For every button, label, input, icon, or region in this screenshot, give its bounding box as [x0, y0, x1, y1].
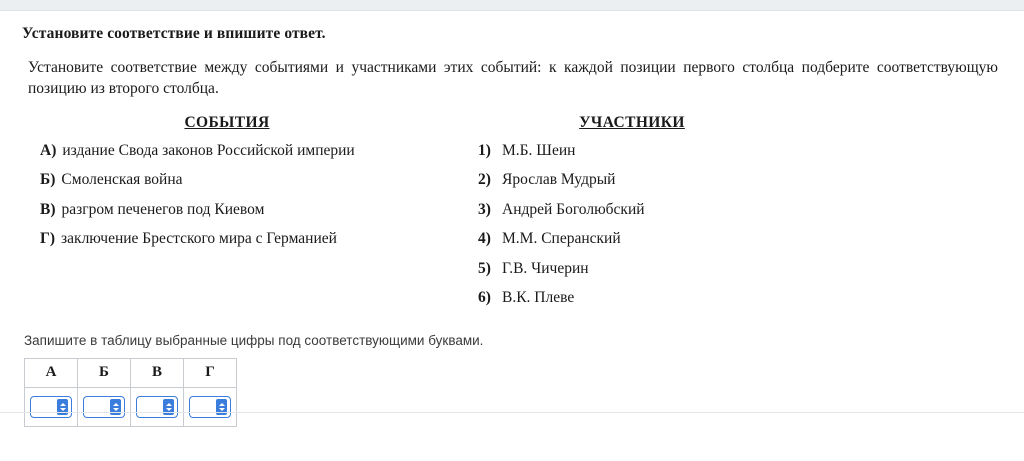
- answer-select-g[interactable]: [189, 396, 231, 418]
- participants-column-header: УЧАСТНИКИ: [579, 113, 685, 131]
- answer-select-wrapper-b: [83, 396, 125, 418]
- table-header-row: [25, 358, 237, 387]
- participant-text-6: В.К. Плеве: [502, 289, 575, 307]
- table-row: [25, 387, 237, 426]
- list-item: [22, 201, 462, 219]
- answer-note: Запишите в таблицу выбранные цифры под соответствующими буквами.: [24, 332, 484, 348]
- task-page: [0, 11, 1024, 427]
- participant-text-4: М.М. Сперанский: [502, 230, 621, 248]
- participant-text-3: Андрей Боголюбский: [502, 200, 645, 218]
- matching-columns: [22, 114, 1002, 319]
- answer-cell-g: [184, 387, 237, 426]
- answer-cell-b: [78, 387, 131, 426]
- answer-select-v[interactable]: [136, 396, 178, 418]
- event-key-a: А): [40, 141, 57, 159]
- list-item: [462, 201, 862, 219]
- answer-header-g: Г: [184, 358, 237, 387]
- participant-key-4: 4): [478, 230, 491, 248]
- task-instruction: Установите соответствие между событиями и участниками этих событий: к каждой позиции первого столбца подберите соответствующую позицию из второго столбца.: [28, 59, 998, 98]
- list-item: [462, 171, 862, 189]
- answer-select-wrapper-a: [30, 396, 72, 418]
- participant-key-2: 2): [478, 171, 491, 189]
- answer-select-wrapper-g: [189, 396, 231, 418]
- list-item: [22, 171, 462, 189]
- answer-table: [24, 358, 237, 427]
- participant-key-6: 6): [478, 289, 491, 307]
- answer-select-wrapper-v: [136, 396, 178, 418]
- answer-header-b: Б: [78, 358, 131, 387]
- page-title: Установите соответствие и впишите ответ.: [22, 25, 326, 42]
- event-text-b: Смоленская война: [61, 171, 183, 189]
- list-item: [462, 260, 862, 278]
- participant-text-1: М.Б. Шеин: [502, 141, 576, 159]
- event-key-v: В): [40, 200, 56, 218]
- events-column: [22, 114, 462, 260]
- participant-text-2: Ярослав Мудрый: [502, 171, 616, 189]
- answer-select-a[interactable]: [30, 396, 72, 418]
- answer-select-b[interactable]: [83, 396, 125, 418]
- top-bar: [0, 0, 1024, 11]
- participant-key-1: 1): [478, 141, 491, 159]
- event-text-v: разгром печенегов под Киевом: [61, 200, 265, 218]
- list-item: [462, 289, 862, 307]
- participant-text-5: Г.В. Чичерин: [502, 259, 589, 277]
- answer-cell-a: [25, 387, 78, 426]
- list-item: [462, 230, 862, 248]
- participants-column: [462, 114, 862, 319]
- page-divider: [0, 412, 1024, 413]
- event-key-g: Г): [40, 230, 56, 248]
- list-item: [22, 142, 462, 160]
- answer-header-a: А: [25, 358, 78, 387]
- participant-key-3: 3): [478, 200, 491, 218]
- list-item: [462, 142, 862, 160]
- answer-cell-v: [131, 387, 184, 426]
- event-text-a: издание Свода законов Российской империи: [62, 141, 355, 159]
- participant-key-5: 5): [478, 259, 491, 277]
- list-item: [22, 230, 462, 248]
- events-column-header: СОБЫТИЯ: [184, 113, 270, 131]
- event-text-g: заключение Брестского мира с Германией: [61, 230, 337, 248]
- answer-header-v: В: [131, 358, 184, 387]
- event-key-b: Б): [40, 171, 56, 189]
